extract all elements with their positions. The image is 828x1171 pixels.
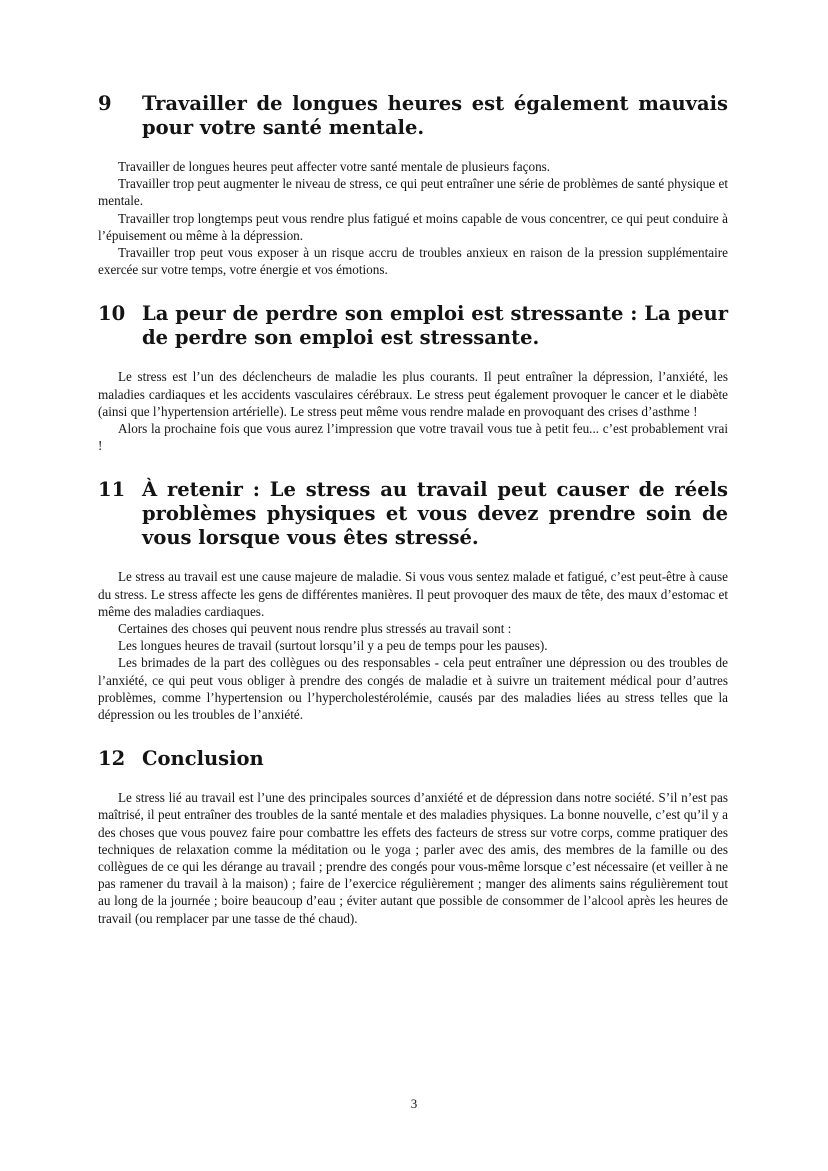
paragraph: Travailler trop longtemps peut vous rendre plus fatigué et moins capable de vous concentrer, ce qui peut conduire à l’épuisement ou même à la dépression. xyxy=(98,210,728,243)
section-number: 11 xyxy=(98,478,126,502)
paragraph: Le stress lié au travail est l’une des principales sources d’anxiété et de dépression dans notre société. S’il n’est pas maîtrisé, il peut entraîner des troubles de la santé mentale et des maladies physiques. La bonne nouvelle, c’est qu’il y a des choses que vous pouvez faire pour combattre les effets des facteurs de stress sur votre corps, comme pratiquer des techniques de relaxation comme la méditation ou le yoga ; parler avec des amis, des membres de la famille ou des collègues de ce qui les dérange au travail ; prendre des congés pour vous-même lorsque c’est nécessaire (et veiller à ne pas ramener du travail à la maison) ; faire de l’exercice régulièrement ; manger des aliments sains régulièrement tout au long de la journée ; boire beaucoup d’eau ; éviter autant que possible de consommer de l’alcool après les heures de travail (ou remplacer par une tasse de thé chaud). xyxy=(98,790,728,926)
paragraph: Le stress au travail est une cause majeure de maladie. Si vous vous sentez malade et fatigué, c’est peut-être à cause du stress. Le stress affecte les gens de différentes manières. Il peut provoquer des maux de tête, des maux d’estomac et même des maladies cardiaques. xyxy=(98,569,728,619)
paragraph: Certaines des choses qui peuvent nous rendre plus stressés au travail sont : xyxy=(118,621,512,637)
section-heading-10 xyxy=(98,302,728,350)
paragraph: Le stress est l’un des déclencheurs de maladie les plus courants. Il peut entraîner la dépression, l’anxiété, les maladies cardiaques et les accidents vasculaires cérébraux. Le stress peut également provoquer le cancer et le diabète (ainsi que l’hypertension artérielle). Le stress peut même vous rendre malade en provoquant des crises d’asthme ! xyxy=(98,369,728,419)
section-heading-11 xyxy=(98,478,728,550)
paragraph: Travailler de longues heures peut affecter votre santé mentale de plusieurs façons. xyxy=(118,159,551,174)
section-body-12 xyxy=(98,789,728,927)
section-body-9 xyxy=(98,158,728,278)
section-number: 12 xyxy=(98,747,126,771)
page-number: 3 xyxy=(410,1096,418,1111)
document-page xyxy=(98,92,728,927)
section-number: 9 xyxy=(98,92,112,115)
section-title: À retenir : Le stress au travail peut causer de réels problèmes physiques et vous devez prendre soin de vous lorsque vous êtes stressé. xyxy=(142,478,728,550)
section-body-10 xyxy=(98,368,728,454)
section-number: 10 xyxy=(98,302,126,326)
paragraph: Alors la prochaine fois que vous aurez l’impression que votre travail vous tue à petit feu... c’est probablement vrai ! xyxy=(98,421,728,454)
section-body-11 xyxy=(98,568,728,723)
section-title: La peur de perdre son emploi est stressante : La peur de perdre son emploi est stressante. xyxy=(142,302,728,350)
section-heading-9 xyxy=(98,92,728,140)
section-heading-12 xyxy=(98,747,728,771)
paragraph: Les longues heures de travail (surtout lorsqu’il y a peu de temps pour les pauses). xyxy=(118,638,548,654)
paragraph: Travailler trop peut augmenter le niveau de stress, ce qui peut entraîner une série de problèmes de santé physique et mentale. xyxy=(98,176,728,209)
paragraph: Travailler trop peut vous exposer à un risque accru de troubles anxieux en raison de la pression supplémentaire exercée sur votre temps, votre énergie et vos émotions. xyxy=(98,245,728,278)
section-title: Conclusion xyxy=(142,747,264,771)
paragraph: Les brimades de la part des collègues ou des responsables - cela peut entraîner une dépression ou des troubles de l’anxiété, ce qui peut vous obliger à prendre des congés de maladie et à suivre un traitement médical pour d’autres problèmes, comme l’hypertension ou l’hypercholestérolémie, causés par des maladies liées au stress telles que la dépression ou les troubles de l’anxiété. xyxy=(98,655,728,723)
section-title: Travailler de longues heures est également mauvais pour votre santé mentale. xyxy=(142,92,728,139)
